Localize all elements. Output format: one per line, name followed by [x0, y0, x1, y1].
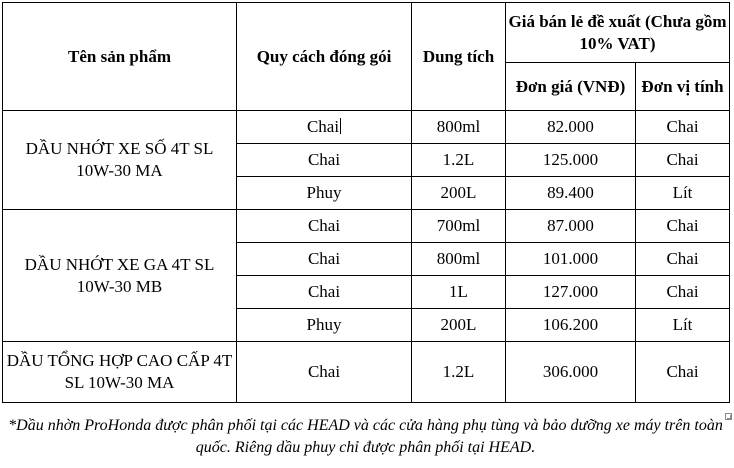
packaging-cell: Chai: [237, 210, 412, 243]
price-cell: 101.000: [506, 243, 636, 276]
unit-cell: Chai: [636, 210, 730, 243]
packaging-cell: Chai: [237, 243, 412, 276]
packaging-cell: Chai: [237, 276, 412, 309]
unit-cell: Chai: [636, 342, 730, 403]
capacity-cell: 1.2L: [412, 342, 506, 403]
header-unit-price: Đơn giá (VNĐ): [506, 63, 636, 111]
price-cell: 127.000: [506, 276, 636, 309]
unit-cell: Chai: [636, 243, 730, 276]
packaging-cell[interactable]: Chai: [237, 111, 412, 144]
table-row: [3, 210, 730, 243]
capacity-cell: 1.2L: [412, 144, 506, 177]
header-product-name: Tên sản phẩm: [3, 3, 237, 111]
price-cell: 89.400: [506, 177, 636, 210]
capacity-cell: 200L: [412, 177, 506, 210]
capacity-cell: 800ml: [412, 111, 506, 144]
capacity-cell: 200L: [412, 309, 506, 342]
packaging-cell: Chai: [237, 342, 412, 403]
price-cell: 106.200: [506, 309, 636, 342]
unit-cell: Lít: [636, 177, 730, 210]
header-packaging: Quy cách đóng gói: [237, 3, 412, 111]
header-row: [3, 3, 730, 63]
product-name: DẦU NHỚT XE SỐ 4T SL 10W-30 MA: [3, 111, 237, 210]
capacity-cell: 700ml: [412, 210, 506, 243]
footnote: *Dầu nhờn ProHonda được phân phối tại các HEAD và các cửa hàng phụ tùng và bảo dưỡng xe máy trên toàn quốc. Riêng dầu phuy chỉ được phân phối tại HEAD.: [8, 417, 723, 456]
price-cell: 87.000: [506, 210, 636, 243]
table-row: [3, 111, 730, 144]
unit-cell: Chai: [636, 144, 730, 177]
product-name: DẦU TỔNG HỢP CAO CẤP 4T SL 10W-30 MA: [3, 342, 237, 403]
unit-cell: Chai: [636, 276, 730, 309]
unit-cell: Chai: [636, 111, 730, 144]
text-cursor: [340, 118, 341, 134]
capacity-cell: 800ml: [412, 243, 506, 276]
price-cell: 306.000: [506, 342, 636, 403]
price-cell: 82.000: [506, 111, 636, 144]
product-name: DẦU NHỚT XE GA 4T SL 10W-30 MB: [3, 210, 237, 342]
packaging-cell: Phuy: [237, 177, 412, 210]
unit-cell: Lít: [636, 309, 730, 342]
price-cell: 125.000: [506, 144, 636, 177]
price-table: [2, 2, 730, 403]
header-capacity: Dung tích: [412, 3, 506, 111]
capacity-cell: 1L: [412, 276, 506, 309]
packaging-cell: Chai: [237, 144, 412, 177]
header-suggested-price: Giá bán lẻ đề xuất (Chưa gồm 10% VAT): [506, 3, 730, 63]
packaging-cell: Phuy: [237, 309, 412, 342]
table-row: [3, 342, 730, 403]
header-unit: Đơn vị tính: [636, 63, 730, 111]
